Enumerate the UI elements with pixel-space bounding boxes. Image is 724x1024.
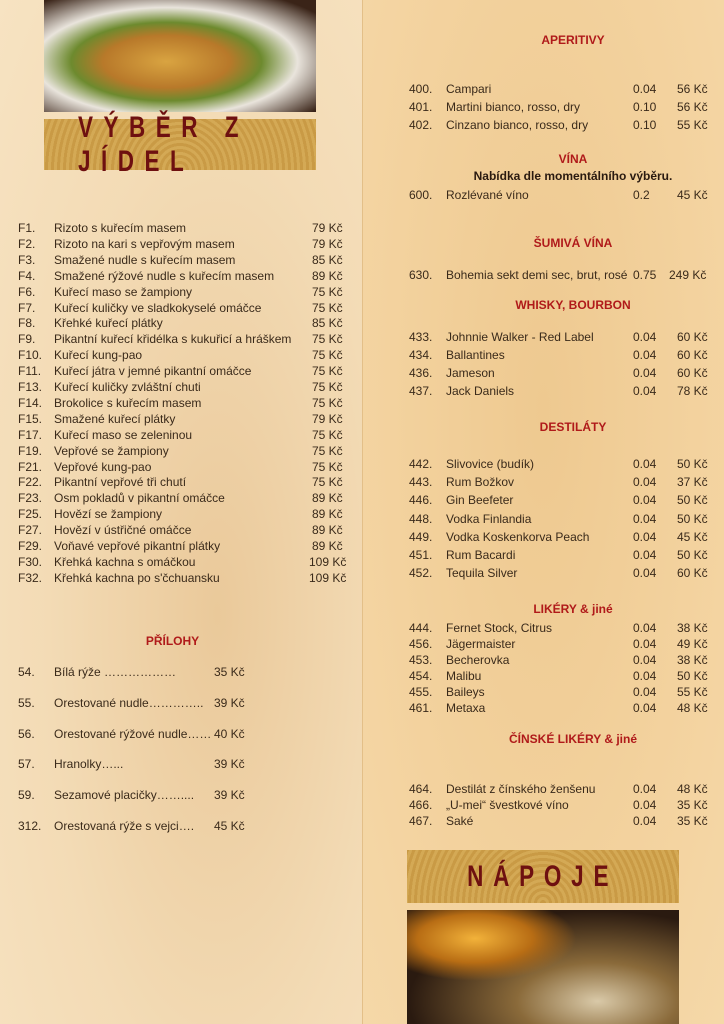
item-name: Vodka Koskenkorva Peach <box>446 529 590 544</box>
item-name: Saké <box>446 814 474 828</box>
item-volume: 0.04 <box>633 637 657 651</box>
item-name: Sezamové placičky…….... <box>54 788 195 803</box>
item-number: 461. <box>409 701 433 715</box>
item-name: Kuřecí kung-pao <box>54 348 143 363</box>
menu-item <box>18 522 358 538</box>
item-name: Osm pokladů v pikantní omáčce <box>54 491 225 506</box>
item-number: F29. <box>18 539 43 553</box>
item-volume: 0.04 <box>633 669 657 683</box>
item-name: Kuřecí maso se žampiony <box>54 284 193 299</box>
item-price: 60 Kč <box>677 566 708 581</box>
menu-item <box>18 331 358 347</box>
item-price: 56 Kč <box>677 100 708 114</box>
item-name: Jägermaister <box>446 637 516 651</box>
item-number: 54. <box>18 665 35 679</box>
item-number: F32. <box>18 570 43 585</box>
drinks-glasses-photo <box>407 910 679 1024</box>
item-price: 45 Kč <box>677 529 708 544</box>
item-volume: 0.04 <box>633 511 657 526</box>
item-number: 59. <box>18 788 35 803</box>
drinks-page <box>362 0 724 1024</box>
item-price: 79 Kč <box>312 221 343 235</box>
item-number: F3. <box>18 252 36 267</box>
item-price: 39 Kč <box>214 757 245 772</box>
item-number: F9. <box>18 332 36 347</box>
drink-item <box>409 511 709 527</box>
item-price: 50 Kč <box>677 457 708 471</box>
item-price: 75 Kč <box>312 300 343 315</box>
menu-item <box>18 252 358 268</box>
item-name: Becherovka <box>446 653 510 667</box>
item-number: 455. <box>409 685 433 699</box>
drink-item <box>409 329 709 345</box>
menu-item <box>18 474 358 490</box>
item-price: 85 Kč <box>312 252 343 267</box>
drink-item <box>409 187 709 203</box>
menu-item <box>18 443 358 459</box>
item-name: Bílá rýže ……………… <box>54 665 177 679</box>
item-number: F25. <box>18 507 43 522</box>
item-volume: 0.04 <box>633 548 657 562</box>
item-price: 39 Kč <box>214 695 245 710</box>
item-price: 109 Kč <box>309 570 347 585</box>
section-title: VÍNA <box>558 152 588 166</box>
item-number: 437. <box>409 384 433 398</box>
item-name: Rizoto na kari s vepřovým masem <box>54 236 235 251</box>
drink-item <box>409 636 709 652</box>
drink-item <box>409 620 709 636</box>
section-note: Nabídka dle momentálního výběru. <box>473 169 673 183</box>
item-name: Křehké kuřecí plátky <box>54 316 163 331</box>
item-number: F6. <box>18 284 36 299</box>
item-number: F8. <box>18 316 36 331</box>
menu-item <box>18 315 358 331</box>
item-price: 35 Kč <box>214 665 245 679</box>
item-name: Kuřecí játra v jemné pikantní omáčce <box>54 364 252 379</box>
item-volume: 0.04 <box>633 493 657 508</box>
item-number: 436. <box>409 366 433 380</box>
item-number: F27. <box>18 523 43 538</box>
item-price: 49 Kč <box>677 637 708 651</box>
side-item <box>18 664 258 680</box>
item-number: 433. <box>409 330 433 344</box>
drink-item <box>409 347 709 363</box>
menu-item <box>18 300 358 316</box>
item-price: 75 Kč <box>312 459 343 474</box>
drink-item <box>409 99 709 115</box>
item-number: F17. <box>18 427 43 442</box>
item-name: Hovězí v ústřičné omáčce <box>54 523 192 538</box>
item-price: 78 Kč <box>677 384 708 398</box>
item-volume: 0.04 <box>633 457 657 471</box>
item-price: 75 Kč <box>312 443 343 458</box>
menu-item <box>18 538 358 554</box>
menu-item <box>18 284 358 300</box>
item-price: 40 Kč <box>214 726 245 741</box>
item-price: 109 Kč <box>309 554 347 569</box>
drink-item <box>409 781 709 797</box>
drinks-title-banner <box>407 850 679 903</box>
item-number: F15. <box>18 411 43 426</box>
item-price: 55 Kč <box>677 685 708 699</box>
item-number: 454. <box>409 669 433 683</box>
drink-item <box>409 492 709 508</box>
item-name: Vepřové kung-pao <box>54 459 152 474</box>
item-name: Voňavé vepřové pikantní plátky <box>54 539 221 553</box>
drink-item <box>409 565 709 581</box>
item-name: Smažené kuřecí plátky <box>54 411 176 426</box>
item-name: Pikantní vepřové tři chutí <box>54 475 187 490</box>
item-name: Hranolky…... <box>54 757 124 772</box>
item-price: 38 Kč <box>677 621 708 635</box>
item-price: 38 Kč <box>677 653 708 667</box>
section-title: LIKÉRY & jiné <box>533 602 613 616</box>
item-number: F10. <box>18 348 43 363</box>
item-name: Orestované rýžové nudle…… <box>54 726 212 741</box>
item-name: Ballantines <box>446 348 505 362</box>
item-number: 452. <box>409 566 433 581</box>
item-volume: 0.04 <box>633 685 657 699</box>
item-name: Malibu <box>446 669 482 683</box>
menu-item <box>18 363 358 379</box>
item-number: F2. <box>18 236 36 251</box>
drink-item <box>409 700 709 716</box>
item-price: 75 Kč <box>312 475 343 490</box>
drink-item <box>409 383 709 399</box>
item-number: 449. <box>409 529 433 544</box>
item-volume: 0.04 <box>633 798 657 812</box>
item-name: Pikantní kuřecí křidélka s kukuřicí a hráškem <box>54 332 292 347</box>
drink-item <box>409 267 709 283</box>
item-price: 37 Kč <box>677 475 708 490</box>
item-number: 453. <box>409 653 433 667</box>
item-volume: 0.75 <box>633 268 657 282</box>
item-price: 50 Kč <box>677 548 708 562</box>
item-price: 85 Kč <box>312 316 343 331</box>
sides-title: PŘÍLOHY <box>145 634 200 648</box>
drink-item <box>409 474 709 490</box>
drink-item <box>409 81 709 97</box>
item-name: Cinzano bianco, rosso, dry <box>446 118 589 132</box>
item-volume: 0.04 <box>633 701 657 715</box>
item-name: Rizoto s kuřecím masem <box>54 221 187 235</box>
item-name: Kuřecí kuličky ve sladkokyselé omáčce <box>54 300 262 315</box>
item-name: Hovězí se žampiony <box>54 507 163 522</box>
item-price: 75 Kč <box>312 427 343 442</box>
drinks-title: NÁPOJE <box>467 859 619 893</box>
item-number: 434. <box>409 348 433 362</box>
drink-item <box>409 797 709 813</box>
item-name: Křehká kachna s omáčkou <box>54 554 196 569</box>
item-number: 55. <box>18 695 35 710</box>
item-volume: 0.04 <box>633 621 657 635</box>
item-volume: 0.04 <box>633 529 657 544</box>
side-item <box>18 695 258 711</box>
item-name: Křehká kachna po s'čchuansku <box>54 570 220 585</box>
item-name: Orestované nudle………….. <box>54 695 204 710</box>
item-number: 443. <box>409 475 433 490</box>
food-title: VÝBĚR Z JÍDEL <box>78 110 250 178</box>
menu-item <box>18 347 358 363</box>
item-volume: 0.04 <box>633 82 657 96</box>
item-volume: 0.04 <box>633 782 657 796</box>
item-volume: 0.2 <box>633 188 650 202</box>
drink-item <box>409 652 709 668</box>
item-name: „U-mei“ švestkové víno <box>446 798 569 812</box>
item-price: 75 Kč <box>312 284 343 299</box>
section-title: DESTILÁTY <box>539 420 607 434</box>
item-price: 35 Kč <box>677 798 708 812</box>
item-price: 89 Kč <box>312 507 343 522</box>
item-name: Tequila Silver <box>446 566 518 581</box>
item-number: 630. <box>409 268 433 282</box>
item-number: 312. <box>18 819 42 833</box>
item-name: Brokolice s kuřecím masem <box>54 395 202 410</box>
item-price: 50 Kč <box>677 669 708 683</box>
item-name: Rozlévané víno <box>446 188 529 202</box>
item-name: Smažené nudle s kuřecím masem <box>54 252 236 267</box>
item-number: F4. <box>18 268 36 283</box>
menu-item <box>18 427 358 443</box>
item-price: 89 Kč <box>312 491 343 506</box>
item-number: F21. <box>18 459 43 474</box>
item-number: 401. <box>409 100 433 114</box>
item-number: 466. <box>409 798 433 812</box>
item-number: 600. <box>409 188 433 202</box>
item-name: Metaxa <box>446 701 486 715</box>
item-number: 56. <box>18 726 35 741</box>
section-title: ŠUMIVÁ VÍNA <box>533 236 613 250</box>
item-price: 35 Kč <box>677 814 708 828</box>
item-number: F23. <box>18 491 43 506</box>
drink-item <box>409 684 709 700</box>
food-title-banner <box>44 110 316 178</box>
item-name: Martini bianco, rosso, dry <box>446 100 581 114</box>
item-price: 45 Kč <box>677 188 708 202</box>
item-price: 56 Kč <box>677 82 708 96</box>
item-name: Johnnie Walker - Red Label <box>446 330 594 344</box>
menu-item <box>18 379 358 395</box>
item-number: F7. <box>18 300 36 315</box>
item-number: 467. <box>409 814 433 828</box>
drink-item <box>409 529 709 545</box>
menu-item <box>18 506 358 522</box>
item-name: Smažené rýžové nudle s kuřecím masem <box>54 268 275 283</box>
side-item <box>18 787 258 803</box>
drink-item <box>409 365 709 381</box>
item-name: Rum Bacardi <box>446 548 516 562</box>
side-item <box>18 818 258 834</box>
item-name: Kuřecí kuličky zvláštní chuti <box>54 380 201 394</box>
item-name: Slivovice (budík) <box>446 457 535 471</box>
item-price: 39 Kč <box>214 788 245 803</box>
item-name: Jack Daniels <box>446 384 515 398</box>
item-number: F22. <box>18 475 43 490</box>
item-number: 451. <box>409 548 433 562</box>
drink-item <box>409 456 709 472</box>
menu-item <box>18 220 358 236</box>
item-price: 55 Kč <box>677 118 708 132</box>
item-price: 50 Kč <box>677 493 708 508</box>
item-name: Rum Božkov <box>446 475 515 490</box>
item-volume: 0.04 <box>633 330 657 344</box>
item-number: 448. <box>409 511 433 526</box>
item-name: Vepřové se žampiony <box>54 443 169 458</box>
menu-item <box>18 490 358 506</box>
item-name: Baileys <box>446 685 485 699</box>
item-name: Campari <box>446 82 492 96</box>
item-price: 75 Kč <box>312 332 343 347</box>
item-price: 75 Kč <box>312 380 343 394</box>
item-name: Fernet Stock, Citrus <box>446 621 553 635</box>
item-name: Bohemia sekt demi sec, brut, rosé <box>446 268 628 282</box>
item-price: 60 Kč <box>677 348 708 362</box>
drink-item <box>409 547 709 563</box>
item-price: 48 Kč <box>677 782 708 796</box>
item-number: 442. <box>409 457 433 471</box>
item-number: 446. <box>409 493 433 508</box>
item-volume: 0.10 <box>633 118 657 132</box>
item-name: Orestovaná rýže s vejci…. <box>54 819 195 833</box>
section-title: APERITIVY <box>541 33 605 47</box>
item-number: F30. <box>18 554 43 569</box>
item-volume: 0.04 <box>633 475 657 490</box>
item-price: 79 Kč <box>312 411 343 426</box>
item-price: 48 Kč <box>677 701 708 715</box>
menu-item <box>18 395 358 411</box>
item-price: 60 Kč <box>677 330 708 344</box>
menu-item <box>18 570 358 586</box>
item-name: Kuřecí maso se zeleninou <box>54 427 193 442</box>
item-number: 400. <box>409 82 433 96</box>
item-price: 75 Kč <box>312 364 343 379</box>
noodle-dish-photo <box>44 0 316 112</box>
item-price: 60 Kč <box>677 366 708 380</box>
menu-item <box>18 459 358 475</box>
drink-item <box>409 668 709 684</box>
side-item <box>18 756 258 772</box>
item-name: Gin Beefeter <box>446 493 514 508</box>
side-item <box>18 726 258 742</box>
section-title: ČÍNSKÉ LIKÉRY & jiné <box>508 732 638 746</box>
item-number: F13. <box>18 380 43 394</box>
item-number: 402. <box>409 118 433 132</box>
menu-item <box>18 554 358 570</box>
item-name: Vodka Finlandia <box>446 511 532 526</box>
item-price: 75 Kč <box>312 348 343 363</box>
item-name: Jameson <box>446 366 495 380</box>
drink-item <box>409 813 709 829</box>
menu-item <box>18 268 358 284</box>
item-number: 464. <box>409 782 433 796</box>
item-number: 57. <box>18 757 35 772</box>
item-number: 444. <box>409 621 433 635</box>
item-number: F19. <box>18 443 43 458</box>
item-price: 89 Kč <box>312 523 343 538</box>
item-price: 75 Kč <box>312 395 343 410</box>
item-name: Destilát z čínského ženšenu <box>446 782 596 796</box>
item-price: 249 Kč <box>669 268 707 282</box>
section-title: WHISKY, BOURBON <box>515 298 631 312</box>
item-volume: 0.04 <box>633 566 657 581</box>
drink-item <box>409 117 709 133</box>
menu-item <box>18 411 358 427</box>
menu-item <box>18 236 358 252</box>
item-number: F14. <box>18 395 43 410</box>
item-price: 89 Kč <box>312 268 343 283</box>
item-price: 89 Kč <box>312 539 343 553</box>
item-price: 45 Kč <box>214 819 245 833</box>
item-volume: 0.10 <box>633 100 657 114</box>
item-price: 79 Kč <box>312 236 343 251</box>
item-number: F1. <box>18 221 36 235</box>
item-number: 456. <box>409 637 433 651</box>
item-price: 50 Kč <box>677 511 708 526</box>
item-number: F11. <box>18 364 42 379</box>
item-volume: 0.04 <box>633 653 657 667</box>
item-volume: 0.04 <box>633 366 657 380</box>
item-volume: 0.04 <box>633 348 657 362</box>
item-volume: 0.04 <box>633 814 657 828</box>
item-volume: 0.04 <box>633 384 657 398</box>
